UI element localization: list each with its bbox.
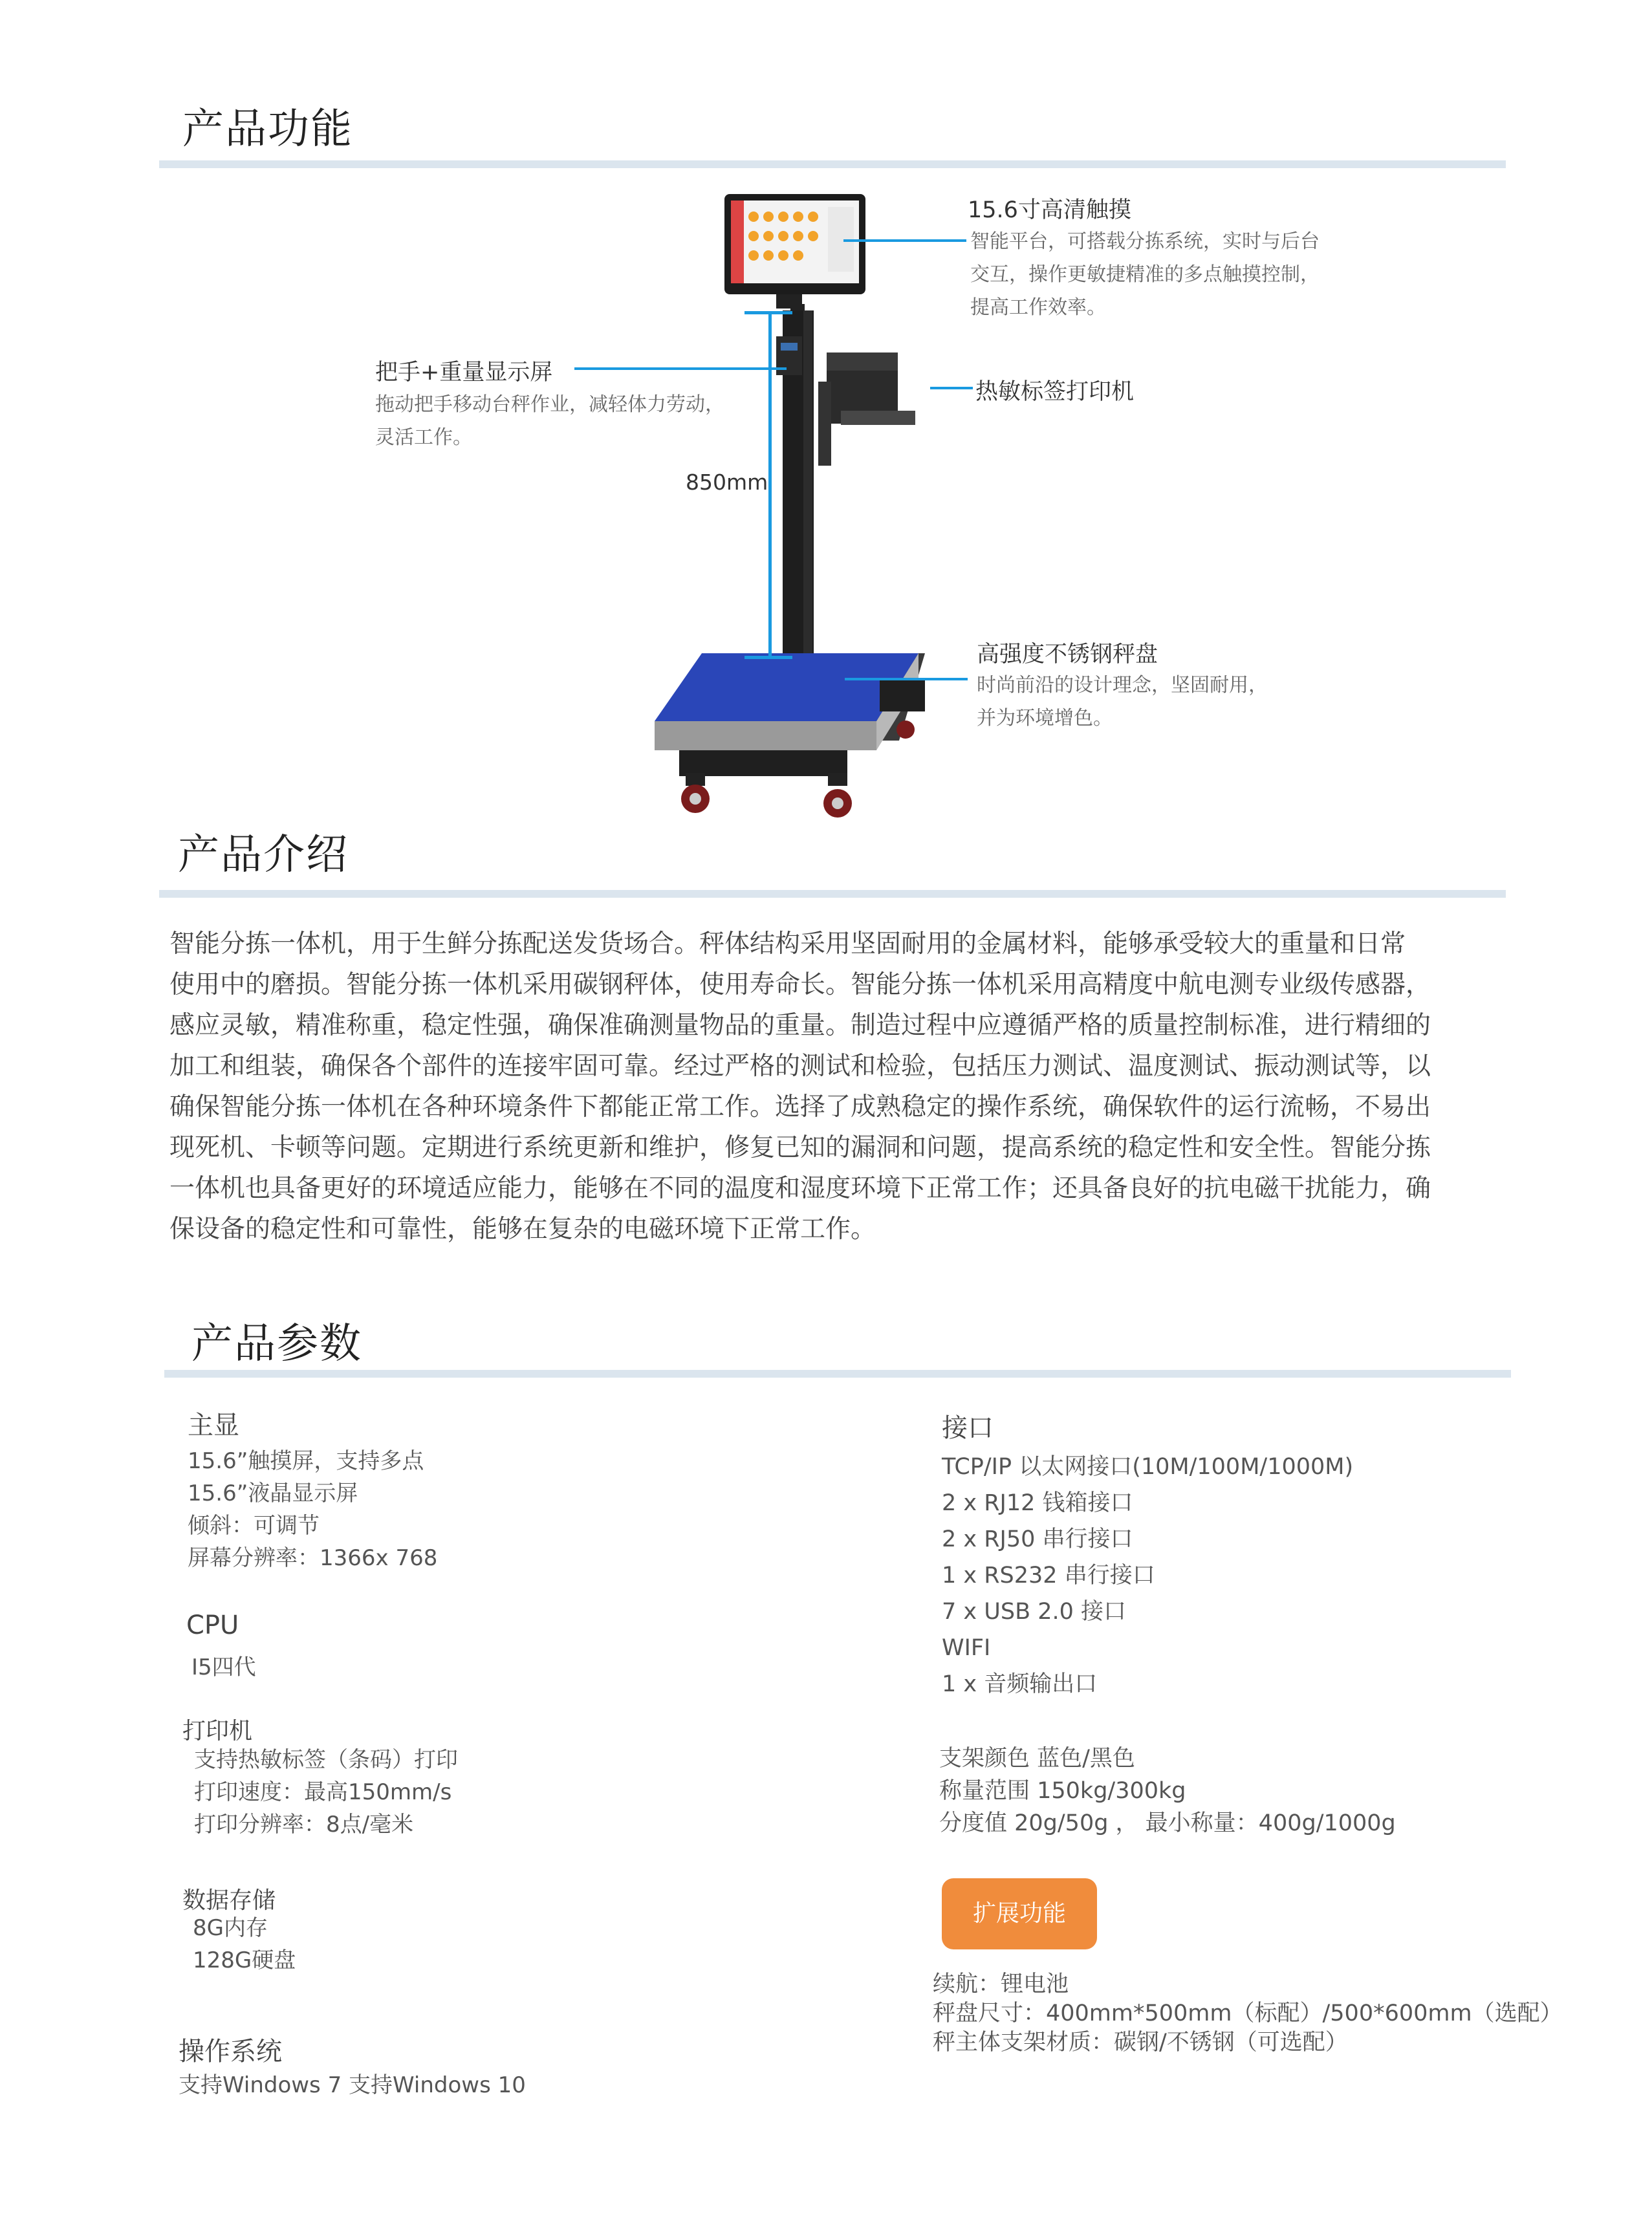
param-ports-head: 接口 [942,1413,994,1443]
param-storage-head: 数据存储 [182,1887,276,1914]
extend-features-button[interactable]: 扩展功能 [942,1878,1097,1949]
param-printer-list: 支持热敏标签（条码）打印 打印速度：最高150mm/s 打印分辨率：8点/毫米 [194,1747,458,1838]
param-extend-list: 续航：锂电池 秤盘尺寸：400mm*500mm（标配）/500*600mm（选配） 秤主体支架材质：碳钢/不锈钢（可选配） [933,1971,1563,2055]
param-specs-list: 支架颜色 蓝色/黑色 称量范围 150kg/300kg 分度值 20g/50g ， 最小称量：400g/1000g [939,1746,1396,1836]
plate-callout-line [845,678,968,680]
handle-callout-desc: 拖动把手移动台秤作业，减轻体力劳动， 灵活工作。 [375,393,724,449]
section-rule [164,1370,1511,1378]
param-os-value: 支持Windows 7 支持Windows 10 [179,2072,526,2098]
section-rule [159,890,1506,898]
param-display-list: 15.6”触摸屏，支持多点 15.6”液晶显示屏 倾斜：可调节 屏幕分辨率：1366x 768 [188,1448,438,1571]
height-label: 850mm [686,470,768,495]
intro-paragraph: 智能分拣一体机，用于生鲜分拣配送发货场合。秤体结构采用坚固耐用的金属材料，能够承受较大的重量和日常 使用中的磨损。智能分拣一体机采用碳钢秤体，使用寿命长。智能分拣一体机采用高精度中航电测专业级传感器， 感应灵敏，精准称重，稳定性强，确保准确测量物品的重量。制造过程中应遵循严格的质量控制标准，进行精细的 加工和组装，确保各个部件的连接牢固可靠。经过严格的测试和检验，包括压力测试、温度测试、振动测试等，以 确保智能分拣一体机在各种环境条件下都能正常工作。选择了成熟稳定的操作系统，确保软件的运行流畅，不易出 现死机、卡顿等问题。定期进行系统更新和维护，修复已知的漏洞和问题，提高系统的稳定性和安全性。智能分拣 一体机也具备更好的环境适应能力，能够在不同的温度和湿度环境下正常工作；还具备良好的抗电磁干扰能力，确 保设备的稳定性和可靠性，能够在复杂的电磁环境下正常工作。 [169,929,1431,1244]
plate-callout-desc: 时尚前沿的设计理念，坚固耐用， 并为环境增色。 [977,674,1268,730]
section-title-intro: 产品介绍 [178,831,349,879]
section-rule [159,160,1506,168]
screen-callout-title: 15.6寸高清触摸 [968,197,1131,223]
param-ports-list: TCP/IP 以太网接口(10M/100M/1000M) 2 x RJ12 钱箱接口 2 x RJ50 串行接口 1 x RS232 串行接口 7 x USB 2.0 接口 WIFI 1 x 音频输出口 [942,1454,1354,1697]
dimension-line-vertical [768,312,772,658]
scale-product-image [621,188,957,834]
printer-callout-title: 热敏标签打印机 [975,379,1135,405]
printer-callout-line [930,387,973,389]
param-display-head: 主显 [188,1411,239,1440]
dimension-line-bottom [744,656,792,659]
handle-callout-title: 把手+重量显示屏 [375,360,553,385]
param-storage-list: 8G内存 128G硬盘 [193,1915,296,1973]
plate-callout-title: 高强度不锈钢秤盘 [977,642,1158,667]
screen-callout-desc: 智能平台，可搭载分拣系统，实时与后台 交互，操作更敏捷精准的多点触摸控制， 提高工作效率。 [970,230,1320,319]
section-title-features: 产品功能 [182,105,353,153]
handle-callout-line [574,367,787,370]
param-cpu-head: CPU [186,1610,239,1640]
param-printer-head: 打印机 [182,1718,253,1744]
param-os-head: 操作系统 [179,2037,282,2066]
section-title-params: 产品参数 [191,1320,362,1368]
screen-callout-line [843,239,966,242]
param-cpu-value: I5四代 [191,1654,256,1680]
